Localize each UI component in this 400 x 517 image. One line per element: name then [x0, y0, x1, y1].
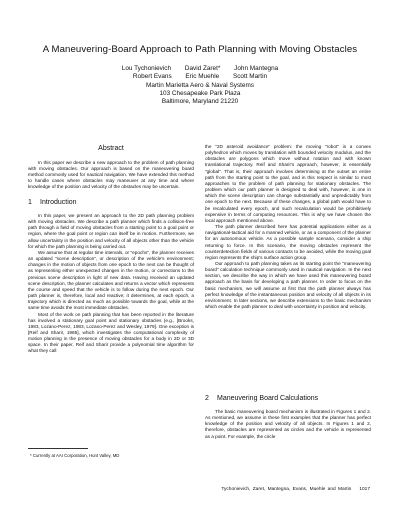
footnote: * Currently at AAI Corporation, Hunt Valley, MD	[30, 453, 120, 458]
paragraph: We assume that at regular time intervals, or "epochs", the planner receives an updated "scene description", or description of the vehicle's environment; changes in the motion of objects from one epoch to the next can be thought of as representing either unexpected changes in the motion, or corrections to the previous scene description in light of new data. Having received an updated scene description, the planner calculates and returns a vector which represents the course and speed that the vehicle is to follow during the next epoch. Our path planner is, therefore, local and reactive; it determines, at each epoch, a trajectory which is directed as much as possible towards the goal, while at the same time avoids the most immediate obstacles.	[28, 249, 194, 311]
abstract-text: In this paper we describe a new approach to the problem of path planning with moving obstacles. Our approach is based on the maneuvering board method commonly used for nautical navigation. We have extended this method to handle cases where obstacles may maneuver at any time and where knowledge of the position and velocity of the obstacles may be uncertain.	[28, 160, 194, 190]
page-number: 1017	[359, 487, 370, 492]
abstract-body	[28, 160, 194, 190]
sec2-body	[205, 409, 371, 440]
author-name: John Mantegna	[234, 65, 279, 72]
paragraph: the "2D asteroid avoidance" problem: the moving "robot" is a convex polyhedron which moves by translation with bounded velocity modulus, and the obstacles are polygons which move without rotation and with known translational trajectory. Reif and Sharir's approach, however, is essentially "global". That is, their approach involves determining at the outset an entire path from the starting point to the goal, and in this respect is similar to most approaches to the problem of path planning for stationary obstacles. The problem which our path planner is designed to deal with, however, is one in which the scene description can change substantially and unpredictably from one epoch to the next. Because of these changes, a global path would have to be recalculated every epoch, and such recalculation would be prohibitively expensive in terms of computing resources. This is why we have chosen the local approach mentioned above.	[205, 144, 371, 223]
affiliation-line: Martin Marietta Aero & Naval Systems	[146, 81, 254, 89]
paragraph: The basic maneuvering board mechanism is illustrated in Figures 1 and 2. As mentioned, we assume in these first examples that the planner has perfect knowledge of the position and velocity of all objects. In Figures 1 and 2, therefore, obstacles are represented as circles and the vehicle is represented as a point. For example, the circle	[205, 409, 371, 439]
section-number: 1	[28, 199, 32, 206]
running-head: Tychonievich, Zaret, Mantegna, Evans, Muehle and Martin	[221, 487, 352, 492]
author-name: Scott Martin	[232, 73, 268, 81]
author-name: Lou Tychonievich	[121, 65, 172, 72]
affiliation-line: Baltimore, Maryland 21220	[161, 98, 239, 106]
section-title: Introduction	[40, 199, 77, 206]
section-heading-sec2	[205, 395, 318, 402]
paragraph: In this paper, we present an approach to the 2D path planning problem with moving obstacles. We describe a path planner which finds a collision-free path through a field of moving obstacles from a starting point to a goal point or region, where the goal point or region can itself be in motion. Furthermore, we allow uncertainty in the position and velocity of all objects other than the vehicle for which the path planning is being carried out.	[28, 213, 194, 249]
section-title: Maneuvering Board Calculations	[217, 395, 319, 402]
footnote-rule	[28, 448, 88, 449]
paragraph: The path planner described here has potential applications either as a navigational-tactical aid for a manned vehicle, or as a component of the planner for an autonomous vehicle. As a possible sample scenario, consider a ship returning to force. In this scenario, the moving obstacles represent the counterdetection fields of various contacts to be avoided, while the moving goal region represents the ship's surface action group.	[205, 224, 371, 260]
section-heading-intro	[28, 199, 77, 206]
author-name: David Zaret*	[184, 65, 221, 72]
page-footer	[221, 487, 370, 492]
author-name: Eric Muehle	[185, 73, 220, 81]
right-column-body	[205, 144, 371, 310]
author-row-1	[0, 65, 400, 73]
paragraph: Most of the work on path planning that has been reported in the literature has involved a stationary goal point and stationary obstacles (e.g., [Brooks, 1983, Lozano-Perez, 1983, Lozano-Perez and Wesley, 1979]. One exception is [Reif and Sharir, 1985], which investigates the computational complexity of motion planning in the presence of moving obstacles for a body in 2D or 3D space. In their paper, Reif and Sharir provide a polynomial time algorithm for what they call	[28, 311, 194, 354]
author-block	[0, 65, 400, 106]
abstract-heading: Abstract	[98, 145, 124, 152]
section-number: 2	[205, 395, 209, 402]
paper-title: A Maneuvering-Board Approach to Path Planning with Moving Obstacles	[42, 44, 358, 55]
affiliation-line: 103 Chesapeake Park Plaza	[159, 89, 241, 97]
author-name: Robert Evans	[132, 73, 172, 81]
author-row-2	[0, 73, 400, 81]
paragraph: Our approach to path planning takes as its starting point the "maneuvering board" calculation technique commonly used in nautical navigation. In the next section, we describe the way in which we have used this maneuvering board approach as the basis for developing a path planner. In order to focus on the basic mechanism, we will assume at first that the path planner always has perfect knowledge of the instantaneous position and velocity of all objects in its environment. In later sections, we describe extensions to the basic mechanism which enable the path planner to deal with uncertainty in position and velocity.	[205, 260, 371, 310]
intro-body	[28, 213, 194, 355]
